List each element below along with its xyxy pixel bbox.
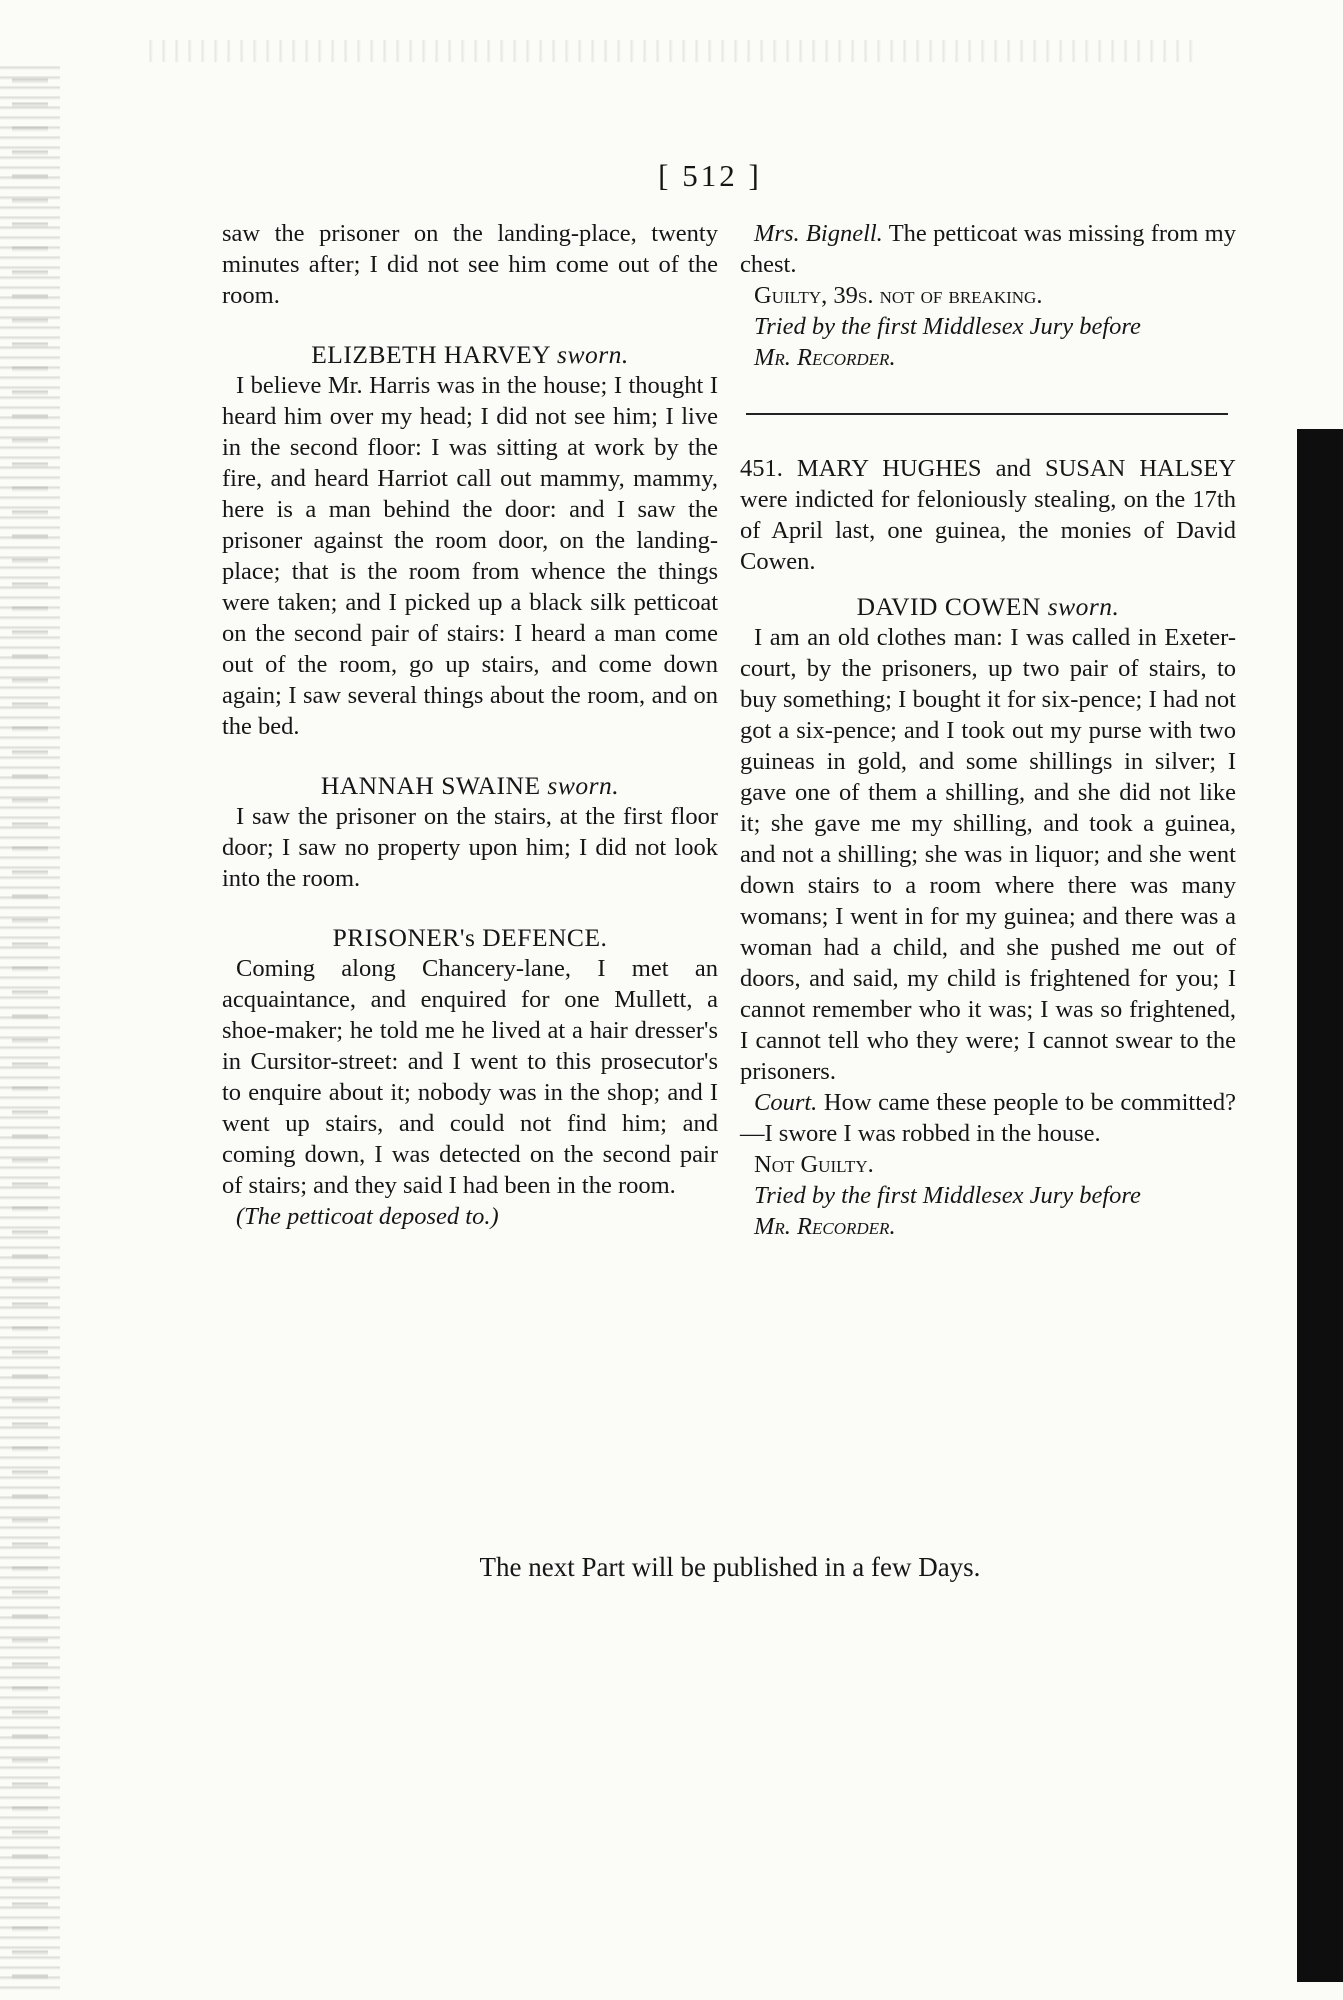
witness-heading-hannah [222,770,718,801]
tried-line-1: Tried by the first Middlesex Jury before [754,313,1141,340]
opening-paragraph: saw the prisoner on the landing-place, twenty minutes after; I did not see him come out of the room. [222,220,718,309]
sworn-label: sworn. [547,771,620,800]
case-intro: 451. MARY HUGHES and SUSAN HALSEY were indicted for feloniously stealing, on the 17th of April last, one guinea, the monies of David Cowen. [740,455,1236,575]
speaker-label: Court. [754,1089,818,1116]
verdict-guilty: Guilty, 39s. not of breaking. [754,282,1043,309]
bignell-statement [740,218,1236,280]
right-column [740,218,1236,1242]
testimony-elizabeth: I believe Mr. Harris was in the house; I thought I heard him over my head; I did not see him; I live in the second floor: I was sitting at work by the fire, and heard Harriot call out mammy, mammy, here is a man behind the door: and I saw the prisoner against the room door, on the landing-place; that is the room from whence the things were taken; and I picked up a black silk petticoat on the second pair of stairs: I heard a man come out of the room, go up stairs, and come down again; I saw several things about the room, and on the bed. [222,372,718,740]
witness-name: HANNAH SWAINE [320,771,541,800]
statement-text: How came these people to be committed?—I swore I was robbed in the house. [740,1089,1236,1147]
defence-text: Coming along Chancery-lane, I met an acquaintance, and enquired for one Mullett, a shoe-maker; he told me he lived at a hair dresser's in Cursitor-street: and I went to this prosecutor's to enquire about it; nobody was in the shop; and I went up stairs, and could not find him; and coming down, I was detected on the second pair of stairs; and they said I had been in the room. [222,955,718,1199]
scan-edge-bar [1297,429,1343,1982]
tried-line-1: Tried by the first Middlesex Jury before [754,1182,1141,1209]
top-print-speckle [140,40,1200,62]
left-column [222,218,718,1232]
witness-heading-cowen [740,591,1236,622]
defence-heading: PRISONER's DEFENCE. [332,923,608,952]
testimony-hannah: I saw the prisoner on the stairs, at the first floor door; I saw no property upon him; I did not look into the room. [222,803,718,892]
sworn-label: sworn. [1047,592,1120,621]
statement-text: The petticoat was missing from my chest. [740,220,1236,278]
court-question [740,1087,1236,1149]
witness-name: ELIZBETH HARVEY [311,340,551,369]
verdict-not-guilty: Not Guilty. [754,1151,874,1178]
tried-line-2: Mr. Recorder. [754,1213,896,1240]
sworn-label: sworn. [557,340,629,369]
speaker-label: Mrs. Bignell. [754,220,883,247]
testimony-cowen: I am an old clothes man: I was called in Exeter-court, by the prisoners, up two pair of stairs, to buy something; I bought it for six-pence; I had not got a six-pence; and I took out my purse with two guineas in gold, and some shillings in silver; I gave one of them a shilling, and she did not like it; she gave me my shilling, and took a guinea, and not a shilling; she was in liquor; and she went down stairs to a room where there was many womans; I went in for my guinea; and there was a woman had a child, and she pushed me out of doors, and said, my child is frightened for you; I cannot remember who it was; I was so frightened, I cannot tell who they were; I cannot swear to the prisoners. [740,624,1236,1085]
next-part-notice: The next Part will be published in a few Days. [479,1552,981,1582]
page-binding-edge [0,60,60,1990]
section-divider [746,413,1228,415]
witness-name: DAVID COWEN [856,592,1041,621]
witness-heading-elizabeth [222,339,718,370]
tried-line-2: Mr. Recorder. [754,344,896,371]
deposed-note: (The petticoat deposed to.) [236,1203,499,1230]
page-number: [ 512 ] [658,158,762,193]
